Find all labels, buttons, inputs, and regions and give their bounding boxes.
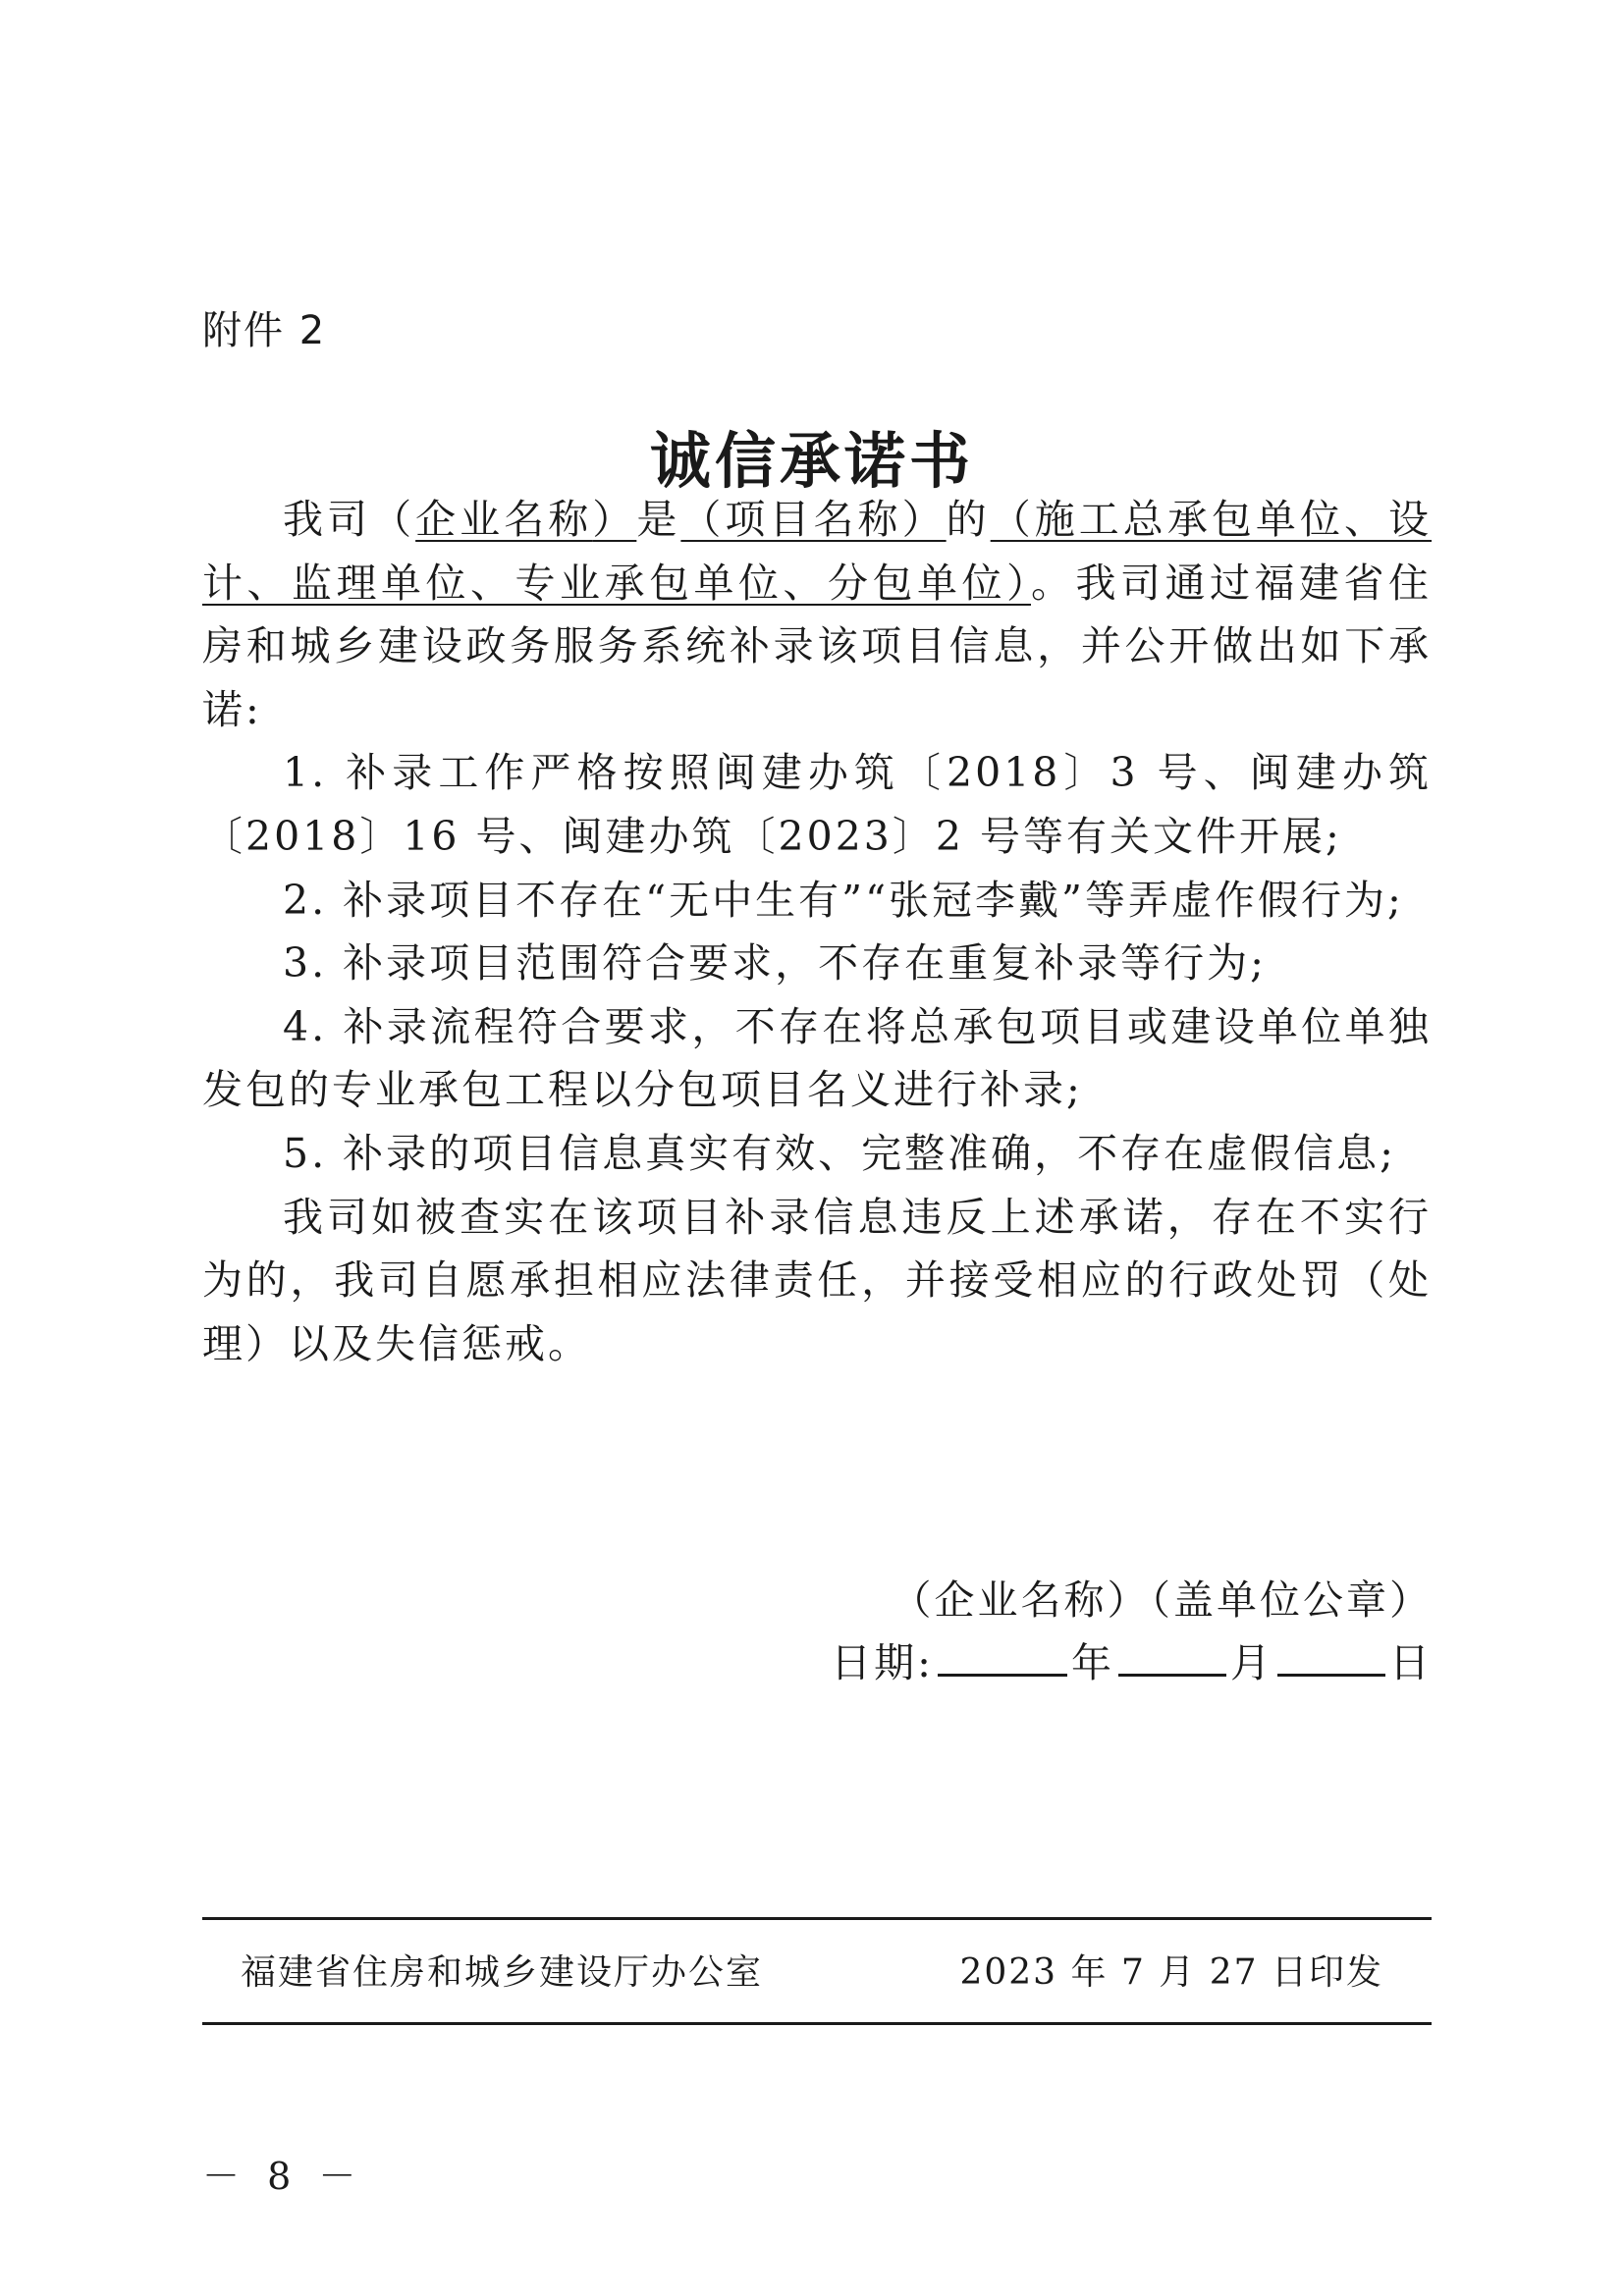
company-seal-line: （企业名称）（盖单位公章） (891, 1576, 1433, 1624)
company-placeholder: 企业名称） (415, 496, 637, 543)
day-blank (1277, 1634, 1385, 1677)
intro-is: 是 (636, 496, 681, 543)
closing-paragraph: 我司如被查实在该项目补录信息违反上述承诺，存在不实行为的，我司自愿承担相应法律责任，并接受相应的行政处罚（处理）以及失信惩戒。 (202, 1193, 1432, 1367)
roles-placeholder: （施工总承包单位、设计、监理单位、专业承包单位、分包单位） (202, 496, 1433, 607)
footer-top-rule (202, 1917, 1432, 1920)
document-body (202, 488, 1432, 1375)
footer-bottom-rule (202, 2022, 1432, 2025)
footer-issuer: 福建省住房和城乡建设厅办公室 (241, 1952, 764, 1993)
year-label: 年 (1071, 1639, 1114, 1686)
commitment-item-2: 2. 补录项目不存在“无中生有”“张冠李戴”等弄虚作假行为; (283, 876, 1404, 924)
commitment-item-1: 1. 补录工作严格按照闽建办筑〔2018〕3 号、闽建办筑〔2018〕16 号、闽建办筑〔2023〕2 号等有关文件开展; (202, 749, 1432, 860)
commitment-item-3: 3. 补录项目范围符合要求，不存在重复补录等行为; (283, 939, 1267, 988)
attachment-label: 附件 2 (202, 308, 327, 353)
date-line (831, 1631, 1433, 1694)
footer (241, 1945, 1383, 1995)
intro-rest: 。我司通过福建省住房和城乡建设政务服务系统补录该项目信息，并公开做出如下承诺: (202, 559, 1432, 733)
intro-paragraph (202, 488, 1432, 741)
date-label: 日期: (831, 1639, 934, 1686)
month-label: 月 (1230, 1639, 1273, 1686)
commitment-item-5: 5. 补录的项目信息真实有效、完整准确，不存在虚假信息; (283, 1129, 1396, 1177)
page-number: － 8 － (202, 2155, 364, 2198)
document-title: 诚信承诺书 (649, 425, 974, 497)
project-placeholder: （项目名称） (680, 496, 947, 543)
day-label: 日 (1389, 1639, 1433, 1686)
month-blank (1118, 1634, 1226, 1677)
intro-start: 我司（ (283, 496, 416, 543)
year-blank (938, 1634, 1067, 1677)
commitment-item-4: 4. 补录流程符合要求，不存在将总承包项目或建设单位单独发包的专业承包工程以分包项目名义进行补录; (202, 1002, 1432, 1114)
intro-of: 的 (946, 496, 991, 543)
signature-block (831, 1569, 1433, 1694)
footer-issue-date: 2023 年 7 月 27 日印发 (959, 1952, 1383, 1993)
